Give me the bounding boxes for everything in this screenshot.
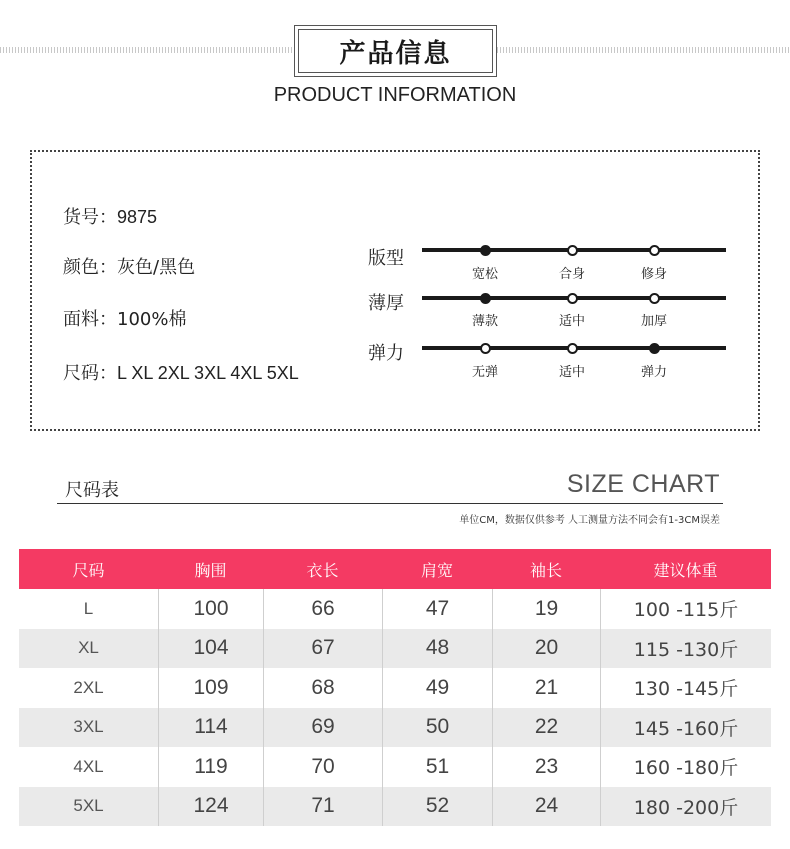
header-decor-line-left <box>0 47 294 53</box>
scale-label-fit: 版型 <box>368 248 404 269</box>
table-cell: 115 -130斤 <box>600 629 771 669</box>
info-fabric: 面料：100%棉 <box>63 309 187 330</box>
scale-option-elasticity-0: 无弹 <box>471 365 498 380</box>
table-row <box>19 629 771 669</box>
size-chart-title: 尺码表 <box>65 480 119 501</box>
size-chart-title-en: SIZE CHART <box>566 470 720 498</box>
table-cell: 66 <box>263 589 382 629</box>
scale-label-thickness: 薄厚 <box>368 293 404 314</box>
table-cell: 5XL <box>73 796 104 816</box>
table-cell: 24 <box>492 787 600 827</box>
scale-option-elasticity-1: 适中 <box>558 365 585 380</box>
table-cell: 119 <box>158 747 263 787</box>
scale-option-thickness-0: 薄款 <box>471 314 498 329</box>
table-cell: 3XL <box>73 717 104 737</box>
info-color: 颜色：灰色/黑色 <box>63 257 196 278</box>
table-cell: 52 <box>382 787 492 827</box>
table-cell: 48 <box>382 629 492 669</box>
scale-option-fit-2: 修身 <box>640 267 667 282</box>
column-header-size: 尺码 <box>72 560 105 580</box>
size-table-header <box>19 549 771 589</box>
info-sizes: 尺码：L XL 2XL 3XL 4XL 5XL <box>63 363 299 384</box>
table-cell: 51 <box>382 747 492 787</box>
scale-dot-fit-1 <box>567 245 578 256</box>
table-cell: 124 <box>158 787 263 827</box>
table-cell: 130 -145斤 <box>600 668 771 708</box>
column-header-sleeve: 袖长 <box>529 560 562 580</box>
scale-option-fit-1: 合身 <box>558 267 585 282</box>
table-cell: 20 <box>492 629 600 669</box>
info-item-no: 货号：9875 <box>63 207 158 228</box>
table-cell: 50 <box>382 708 492 748</box>
table-row <box>19 787 771 827</box>
table-cell: 67 <box>263 629 382 669</box>
page-subtitle: PRODUCT INFORMATION <box>273 84 517 106</box>
table-row <box>19 747 771 787</box>
scale-option-fit-0: 宽松 <box>471 267 498 282</box>
table-cell: 100 -115斤 <box>600 589 771 629</box>
scale-dot-thickness-2 <box>649 293 660 304</box>
size-chart-note: 单位CM，数据仅供参考 人工测量方法不同会有1-3CM误差 <box>459 515 720 526</box>
table-cell: 109 <box>158 668 263 708</box>
scale-dot-elasticity-2 <box>649 343 660 354</box>
scale-option-elasticity-2: 弹力 <box>640 365 667 380</box>
table-cell: 68 <box>263 668 382 708</box>
page-title: 产品信息 <box>339 38 452 69</box>
table-cell: L <box>83 598 94 618</box>
scale-option-thickness-1: 适中 <box>558 314 585 329</box>
table-row <box>19 589 771 629</box>
table-row <box>19 668 771 708</box>
scale-dot-fit-0 <box>480 245 491 256</box>
scale-dot-thickness-1 <box>567 293 578 304</box>
table-cell: 71 <box>263 787 382 827</box>
table-cell: 22 <box>492 708 600 748</box>
table-cell: 160 -180斤 <box>600 747 771 787</box>
scale-dot-fit-2 <box>649 245 660 256</box>
column-header-weight: 建议体重 <box>653 560 718 580</box>
table-cell: 70 <box>263 747 382 787</box>
size-table <box>19 549 771 826</box>
size-chart-divider <box>57 503 723 504</box>
table-cell: 19 <box>492 589 600 629</box>
table-cell: 2XL <box>73 677 104 697</box>
table-cell: 69 <box>263 708 382 748</box>
table-cell: 23 <box>492 747 600 787</box>
header-title-box <box>294 25 497 77</box>
table-cell: 49 <box>382 668 492 708</box>
table-cell: 145 -160斤 <box>600 708 771 748</box>
column-header-length: 衣长 <box>306 560 339 580</box>
table-cell: 180 -200斤 <box>600 787 771 827</box>
scale-dot-elasticity-1 <box>567 343 578 354</box>
table-cell: 47 <box>382 589 492 629</box>
scale-option-thickness-2: 加厚 <box>640 314 667 329</box>
table-cell: 21 <box>492 668 600 708</box>
column-header-chest: 胸围 <box>194 560 227 580</box>
column-header-shoulder: 肩宽 <box>420 560 453 580</box>
table-cell: 104 <box>158 629 263 669</box>
scale-dot-thickness-0 <box>480 293 491 304</box>
table-cell: 114 <box>158 708 263 748</box>
header-decor-line-right <box>497 47 790 53</box>
table-row <box>19 708 771 748</box>
table-cell: 100 <box>158 589 263 629</box>
table-cell: XL <box>78 638 99 658</box>
scale-dot-elasticity-0 <box>480 343 491 354</box>
header-title-inner <box>298 29 493 73</box>
table-cell: 4XL <box>73 756 104 776</box>
scale-label-elasticity: 弹力 <box>368 343 404 364</box>
